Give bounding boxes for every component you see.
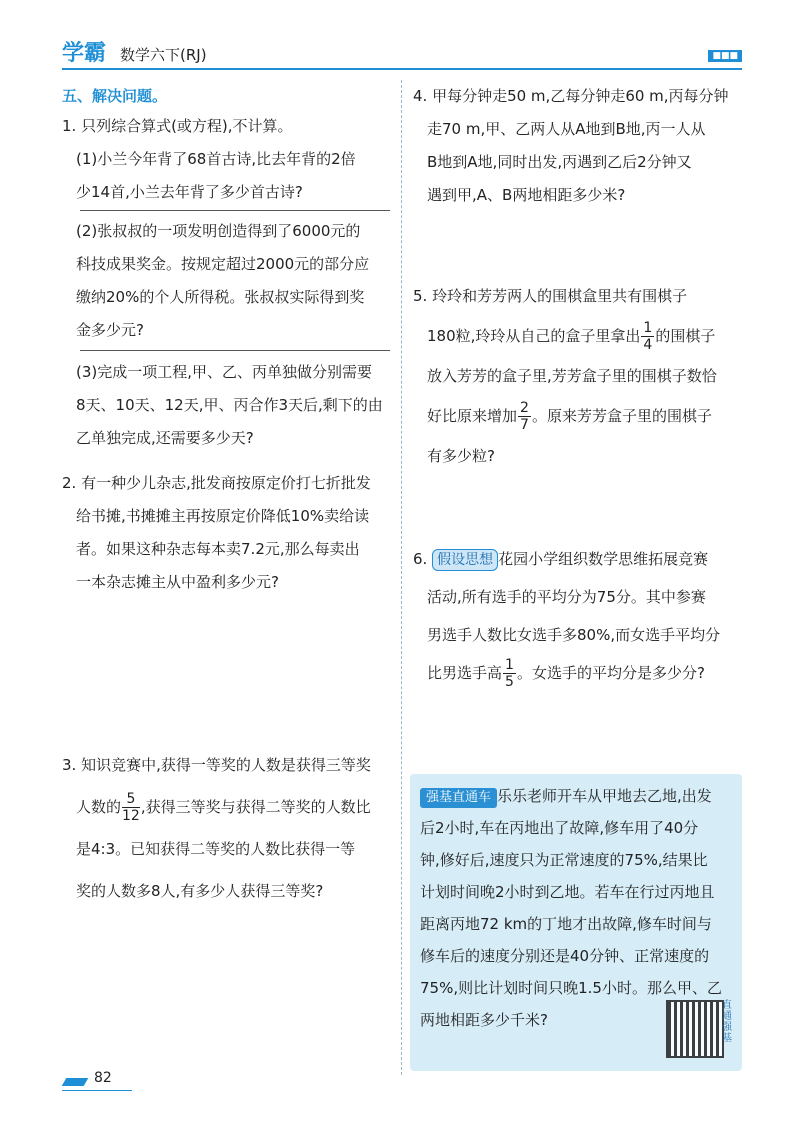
q6-line: 男选手人数比女选手多80%,而女选手平均分: [427, 626, 721, 644]
fraction: $\frac{1}{5}$: [505, 657, 514, 690]
q4-line: 4. 甲每分钟走50 m,乙每分钟走60 m,丙每分钟: [413, 87, 729, 105]
q2-line: 给书摊,书摊摊主再按原定价降低10%卖给读: [76, 507, 370, 525]
challenge-tag: 强基直通车: [420, 788, 497, 808]
challenge-line: 强基直通车 乐乐老师开车从甲地去乙地,出发: [420, 780, 734, 812]
q3-line: 人数的 $\frac{5}{12}$ ,获得三等奖与获得二等奖的人数比: [76, 791, 371, 824]
q6-line: 活动,所有选手的平均分为75分。其中参赛: [427, 588, 706, 606]
header-badge: ■■■: [708, 50, 742, 62]
q1-part2-line: 金多少元?: [76, 321, 144, 339]
q3-line: 3. 知识竞赛中,获得一等奖的人数是获得三等奖: [62, 756, 371, 774]
fraction: $\frac{5}{12}$: [122, 791, 140, 824]
q3-line: 奖的人数多8人,有多少人获得三等奖?: [76, 882, 324, 900]
challenge-line: 距离丙地72 km的丁地才出故障,修车时间与: [420, 915, 712, 933]
question-2: [62, 467, 390, 599]
q5-line: 放入芳芳的盒子里,芳芳盒子里的围棋子数恰: [427, 367, 717, 385]
q2-line: 2. 有一种少儿杂志,批发商按原定价打七折批发: [62, 474, 371, 492]
q6-line: 6. 假设思想 花园小学组织数学思维拓展竞赛: [413, 540, 743, 578]
answer-line: [80, 210, 390, 211]
q1-intro: 1. 只列综合算式(或方程),不计算。: [62, 117, 293, 135]
q2-line: 者。如果这种杂志每本卖7.2元,那么每卖出: [76, 540, 360, 558]
q1-part2-line: (2)张叔叔的一项发明创造得到了6000元的: [76, 222, 361, 240]
fraction: $\frac{1}{4}$: [643, 320, 653, 353]
book-subtitle: 数学六下(RJ): [120, 46, 207, 64]
q4-line: 走70 m,甲、乙两人从A地到B地,丙一人从: [427, 120, 706, 138]
qr-label: 直通强基: [722, 1000, 732, 1044]
column-divider: [401, 80, 402, 1075]
page-number: 82: [94, 1070, 112, 1086]
page-header: [62, 32, 742, 68]
fraction: $\frac{2}{7}$: [520, 400, 529, 433]
method-tag: 假设思想: [432, 549, 498, 571]
challenge-line: 计划时间晚2小时到乙地。若车在行过丙地且: [420, 883, 715, 901]
question-1: [62, 110, 390, 209]
challenge-box: [410, 774, 742, 1071]
question-3: [62, 744, 390, 912]
q1-part2-line: 缴纳20%的个人所得税。张叔叔实际得到奖: [76, 288, 365, 306]
qr-code-icon[interactable]: [666, 1000, 724, 1058]
q6-line: 比男选手高 $\frac{1}{5}$ 。女选手的平均分是多少分?: [427, 657, 705, 690]
q5-line: 180粒,玲玲从自己的盒子里拿出 $\frac{1}{4}$ 的围棋子: [427, 320, 716, 353]
q1-part3-line: 乙单独完成,还需要多少天?: [76, 429, 254, 447]
question-1-part-3: [62, 356, 390, 455]
q4-line: B地到A地,同时出发,丙遇到乙后2分钟又: [427, 153, 692, 171]
q5-line: 好比原来增加 $\frac{2}{7}$ 。原来芳芳盒子里的围棋子: [427, 400, 712, 433]
q1-part1-line: (1)小兰今年背了68首古诗,比去年背的2倍: [76, 150, 356, 168]
q1-part1-line: 少14首,小兰去年背了多少首古诗?: [76, 183, 303, 201]
challenge-line: 修车后的速度分别还是40分钟、正常速度的: [420, 947, 710, 965]
q1-part2-line: 科技成果奖金。按规定超过2000元的部分应: [76, 255, 370, 273]
challenge-line: 75%,则比计划时间只晚1.5小时。那么甲、乙: [420, 979, 722, 997]
challenge-line: 后2小时,车在丙地出了故障,修车用了40分: [420, 819, 699, 837]
challenge-line: 钟,修好后,速度只为正常速度的75%,结果比: [420, 851, 708, 869]
pen-icon: [62, 1078, 89, 1086]
q2-line: 一本杂志摊主从中盈利多少元?: [76, 573, 279, 591]
brand-logo: 学霸: [62, 41, 107, 66]
footer-rule: [62, 1090, 132, 1091]
question-6: [413, 540, 743, 692]
question-5: [413, 276, 743, 476]
q1-part3-line: (3)完成一项工程,甲、乙、丙单独做分别需要: [76, 363, 373, 381]
q1-part3-line: 8天、10天、12天,甲、丙合作3天后,剩下的由: [76, 396, 383, 414]
q3-line: 是4:3。已知获得二等奖的人数比获得一等: [76, 840, 356, 858]
header-rule: [62, 68, 742, 70]
challenge-line: 两地相距多少千米?: [420, 1011, 548, 1029]
question-4: [413, 80, 743, 212]
question-1-part-2: [62, 215, 390, 347]
section-title: 五、解决问题。: [62, 87, 168, 105]
answer-line: [80, 350, 390, 351]
q5-line: 5. 玲玲和芳芳两人的围棋盒里共有围棋子: [413, 287, 688, 305]
q5-line: 有多少粒?: [427, 447, 495, 465]
q4-line: 遇到甲,A、B两地相距多少米?: [427, 186, 626, 204]
